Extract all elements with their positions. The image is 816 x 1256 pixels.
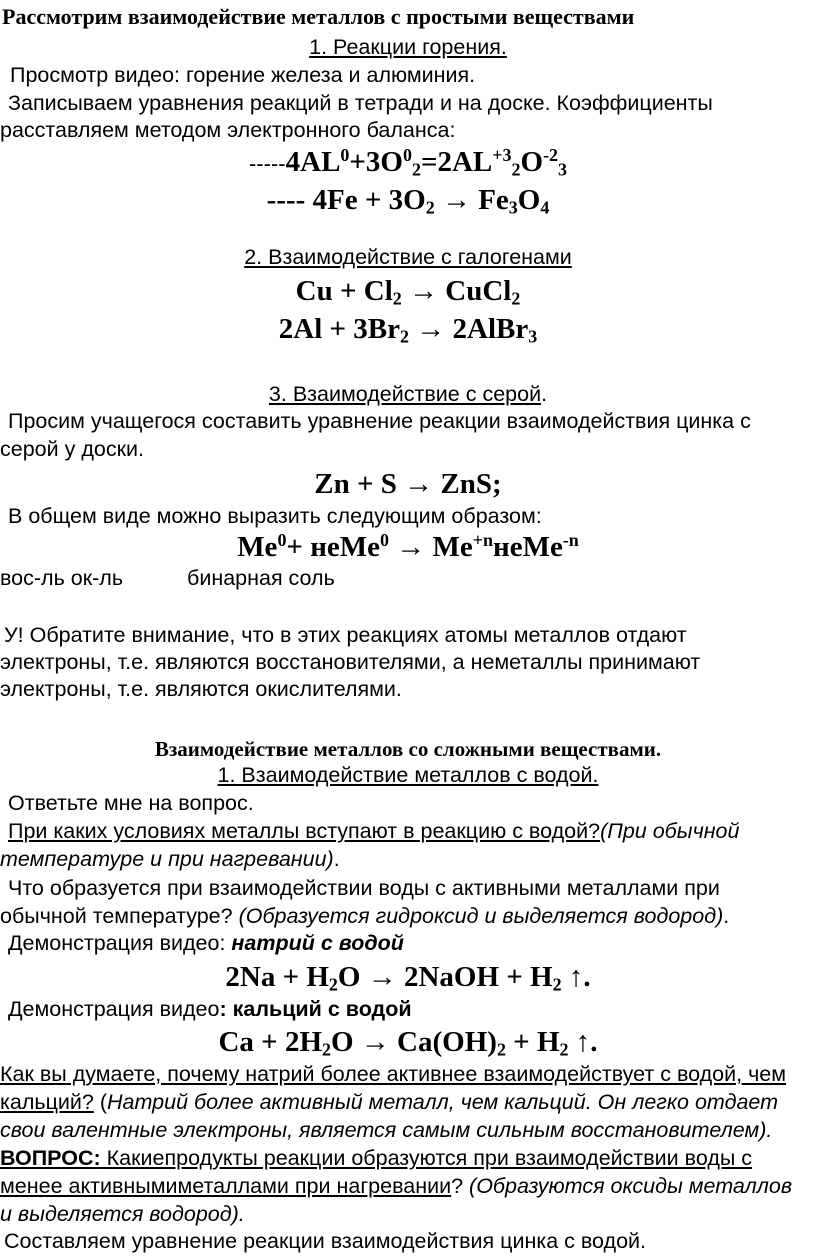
eq-part: O → 2NaOH + H — [337, 961, 553, 993]
answer-2-period: . — [723, 904, 730, 928]
question-2-line-1: Что образуется при взаимодействии воды с активными металлами при — [8, 876, 720, 900]
eq-part: ↑. — [568, 1026, 598, 1058]
equation-zn-s: Zn + S → ZnS; — [314, 468, 502, 500]
eq-part: O — [517, 184, 541, 216]
eq-sub: 2 — [392, 288, 402, 309]
note-line-1: У! Обратите внимание, что в этих реакциях атомы металлов отдают — [4, 623, 687, 647]
eq-sub: 2 — [400, 326, 410, 347]
section-1-title-text: 1. Реакции горения. — [309, 35, 507, 59]
eq-part: + H — [505, 1026, 560, 1058]
equation-general-form — [0, 530, 816, 564]
answer-4-part-a: (Образуются оксиды металлов — [469, 1174, 793, 1198]
eq-sup: -2 — [543, 145, 559, 166]
section-1-video-note: Просмотр видео: горение железа и алюминия. — [10, 63, 476, 87]
eq-sup: 0 — [277, 530, 287, 551]
answer-3-paren: ( — [93, 1090, 108, 1114]
eq-part: Me — [237, 531, 278, 563]
demo-1-line — [8, 930, 404, 957]
answer-2: (Образуется гидроксид и выделяется водород) — [238, 904, 724, 928]
question-3-line-1 — [0, 1061, 786, 1088]
eq-sub: 3 — [508, 197, 518, 218]
eq-part: =2AL — [420, 146, 493, 178]
answer-3-part-b: свои валентные электроны, является самым сильным восстановителем). — [0, 1118, 773, 1142]
question-1-line-1 — [8, 818, 739, 845]
question-4-mark: ? — [451, 1174, 470, 1198]
eq-part: O — [520, 146, 544, 178]
eq-part: + неMe — [286, 531, 381, 563]
equation-dashes: ----- — [248, 151, 286, 176]
question-4-text-b: менее активнымиметаллами при нагревании — [0, 1174, 452, 1198]
eq-sub: 4 — [540, 197, 550, 218]
equation-cu-cl2 — [0, 274, 816, 308]
final-instruction: Составляем уравнение реакции взаимодействия цинка с водой. — [4, 1229, 647, 1253]
title-period: . — [541, 382, 548, 406]
eq-part: 2Na + H — [225, 961, 329, 993]
question-intro: Ответьте мне на вопрос. — [8, 791, 254, 815]
answer-3-part-a: Натрий более активный металл, чем кальций. Он легко отдает — [107, 1090, 779, 1114]
eq-part: +3O — [349, 146, 403, 178]
demo-2-label: Демонстрация видео — [8, 997, 220, 1021]
question-3-line-2 — [0, 1089, 778, 1116]
section-1-paragraph-line-2: расставляем методом электронного баланса: — [0, 118, 456, 142]
answer-1-part-b: температуре и при нагревании) — [0, 847, 334, 871]
demo-2-line — [8, 996, 412, 1023]
equation-fe-oxidation — [0, 183, 816, 217]
note-line-3: электроны, т.е. являются окислителями. — [0, 677, 402, 701]
question-3-text-b: кальций? — [0, 1090, 94, 1114]
section-3-paragraph-line-1: Просим учащегося составить уравнение реакции взаимодействия цинка с — [8, 409, 751, 433]
equation-al-br2 — [0, 312, 816, 346]
section-3-title — [0, 381, 816, 408]
answer-1-period: . — [333, 847, 340, 871]
question-4-text-a: Какиепродукты реакции образуются при взаимодействии воды с — [100, 1146, 753, 1170]
question-3-text-a: Как вы думаете, почему натрий более активнее взаимодействует с водой, чем — [0, 1062, 787, 1086]
eq-sup: -n — [562, 530, 579, 551]
complex-substances-heading: Взаимодействие металлов со сложными веществами. — [154, 737, 662, 761]
equation-al-oxidation — [0, 145, 816, 181]
main-heading: Рассмотрим взаимодействие металлов с простыми веществами — [2, 4, 635, 29]
question-1-text: При каких условиях металлы вступают в реакцию с водой? — [8, 819, 601, 843]
eq-sub: 2 — [328, 974, 338, 995]
demo-1-title: натрий с водой — [231, 931, 404, 955]
eq-part: 2Al + 3Br — [278, 313, 401, 345]
eq-sub: 2 — [411, 159, 421, 180]
eq-part: Cu + Cl — [295, 275, 393, 307]
equation-dashes: ---- — [266, 184, 313, 216]
eq-part: → CuCl — [401, 275, 512, 307]
eq-part: 4Fe + 3O — [312, 184, 426, 216]
general-form-intro: В общем виде можно выразить следующим образом: — [8, 504, 542, 528]
question-4-line-1 — [0, 1145, 752, 1172]
section-3-paragraph-line-2: серой у доски. — [0, 437, 144, 461]
section-1-title — [0, 34, 816, 61]
eq-part: Ca + 2H — [218, 1026, 323, 1058]
water-section-title-text: 1. Взаимодействие металлов с водой. — [217, 763, 599, 787]
section-2-title — [0, 244, 816, 271]
question-4-label: ВОПРОС: — [0, 1146, 101, 1170]
section-3-title-text: 3. Взаимодействие с серой — [268, 382, 542, 406]
demo-1-label: Демонстрация видео: — [8, 931, 232, 955]
section-1-paragraph-line-1: Записываем уравнения реакций в тетради и на доске. Коэффициенты — [8, 91, 713, 115]
equation-na-water — [0, 960, 816, 994]
eq-sub: 2 — [496, 1039, 506, 1060]
eq-sub: 2 — [322, 1039, 331, 1060]
water-section-title — [0, 762, 816, 789]
demo-2-title: : кальций с водой — [219, 997, 412, 1021]
question-4-line-3 — [0, 1201, 245, 1228]
eq-part: → Fe — [434, 184, 509, 216]
eq-sup: +n — [472, 530, 493, 551]
equation-ca-water — [0, 1025, 816, 1059]
eq-part: → 2AlBr — [409, 313, 529, 345]
eq-part: ↑. — [561, 961, 591, 993]
label-binary-salt: бинарная соль — [187, 566, 335, 590]
eq-sub: 3 — [528, 326, 538, 347]
eq-sup: 0 — [380, 530, 390, 551]
answer-1-part-a: (При обычной — [600, 819, 740, 843]
eq-part: O → Ca(OH) — [331, 1026, 497, 1058]
eq-sup: +3 — [492, 145, 512, 166]
eq-sub: 2 — [511, 288, 521, 309]
eq-part: 4AL — [285, 146, 341, 178]
eq-sub: 2 — [552, 974, 562, 995]
question-4-line-2 — [0, 1173, 792, 1200]
eq-sup: 0 — [340, 145, 350, 166]
eq-sup: 0 — [403, 145, 412, 166]
eq-sub: 2 — [425, 197, 435, 218]
note-line-2: электроны, т.е. являются восстановителями, а неметаллы принимают — [0, 650, 701, 674]
eq-sub: 2 — [559, 1039, 569, 1060]
question-2-line-2 — [0, 903, 729, 930]
eq-part: → Me — [389, 531, 473, 563]
question-1-line-2 — [0, 846, 340, 873]
question-2-text: обычной температуре? — [0, 904, 239, 928]
answer-4-part-b: и выделяется водород). — [0, 1202, 245, 1226]
eq-sub: 2 — [511, 159, 521, 180]
eq-part: неMe — [493, 531, 563, 563]
question-3-line-3 — [0, 1117, 772, 1144]
label-reducer-oxidizer: вос-ль ок-ль — [0, 566, 124, 590]
section-2-title-text: 2. Взаимодействие с галогенами — [244, 245, 572, 269]
eq-sub: 3 — [558, 159, 568, 180]
